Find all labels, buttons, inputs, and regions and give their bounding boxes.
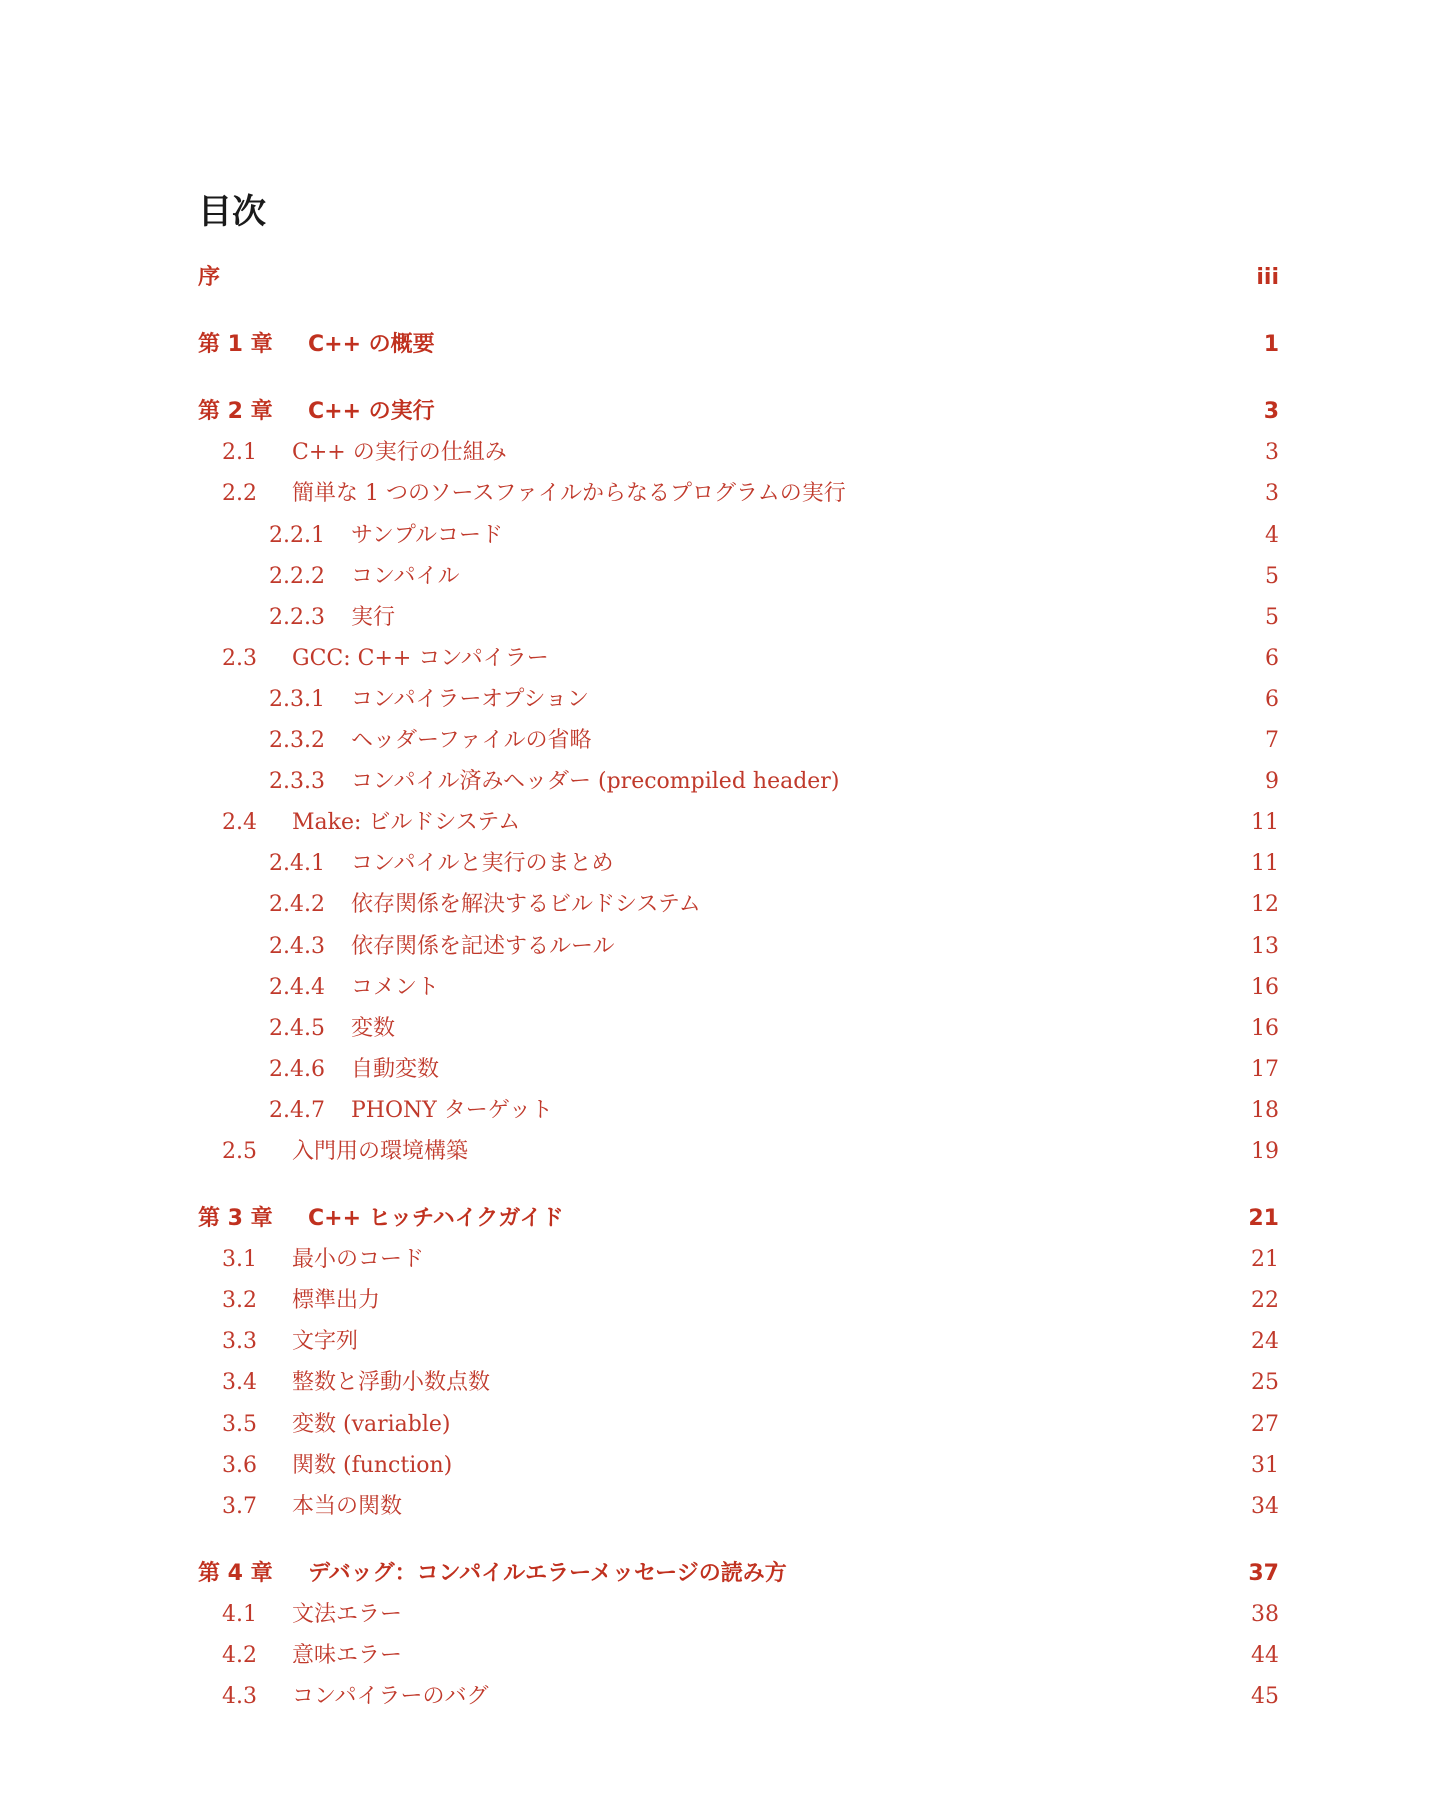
toc-dot-leader (376, 1322, 1225, 1362)
toc-entry-page-number: 3 (1265, 481, 1279, 506)
toc-entry-number: 2.3.1 (269, 687, 325, 712)
toc-entry-page-number: 31 (1251, 1453, 1279, 1478)
toc-dot-leader (508, 1363, 1225, 1403)
toc-entry-section[interactable] (198, 1363, 1279, 1403)
toc-entry-subsection[interactable] (198, 1050, 1279, 1090)
toc-dot-leader (857, 762, 1225, 802)
toc-entry-page-number: 17 (1251, 1057, 1279, 1082)
toc-entry-page-number: 19 (1251, 1139, 1279, 1164)
toc-entry-subsection[interactable] (198, 885, 1279, 925)
toc-dot-leader (521, 516, 1225, 556)
toc-entry-page-number: 11 (1251, 851, 1279, 876)
toc-entry-page-number: 37 (1248, 1561, 1279, 1586)
page-title: 目次 (198, 192, 266, 232)
toc-dot-leader (631, 844, 1225, 884)
toc-entry-title: 関数 (function) (292, 1453, 453, 1478)
toc-entry-page-number: 4 (1265, 523, 1279, 548)
toc-entry-page-number: 5 (1265, 564, 1279, 589)
toc-entry-subsection[interactable] (198, 762, 1279, 802)
toc-entry-page-number: 34 (1251, 1494, 1279, 1519)
toc-dot-leader (469, 1405, 1225, 1445)
toc-entry-title: サンプルコード (351, 523, 504, 548)
toc-entry-title: Make: ビルドシステム (292, 810, 521, 835)
toc-dot-leader (538, 803, 1225, 843)
toc-entry-page-number: 3 (1263, 399, 1279, 424)
toc-entry-page-number: 38 (1251, 1602, 1279, 1627)
toc-entry-title: 実行 (351, 605, 396, 630)
toc-entry-page-number: 45 (1251, 1684, 1279, 1709)
toc-entry-chapter[interactable] (198, 1554, 1279, 1594)
toc-entry-page-number: 5 (1265, 605, 1279, 630)
toc-entry-title: コンパイルと実行のまとめ (351, 851, 614, 876)
toc-entry-page-number: 18 (1251, 1098, 1279, 1123)
toc-entry-title: GCC: C++ コンパイラー (292, 646, 549, 671)
toc-entry-number: 2.4.5 (269, 1016, 325, 1041)
toc-entry-chapter[interactable] (198, 1199, 1279, 1239)
toc-entry-title: 文字列 (292, 1329, 359, 1354)
toc-entry-chapter[interactable] (198, 392, 1279, 432)
toc-dot-leader (506, 1677, 1225, 1717)
toc-entry-number: 3.2 (222, 1288, 257, 1313)
toc-entry-page-number: 11 (1251, 810, 1279, 835)
toc-entry-title: コンパイル (351, 564, 460, 589)
toc-entry-title: 自動変数 (351, 1057, 440, 1082)
toc-entry-number: 第 2 章 (198, 399, 273, 424)
toc-dot-leader (525, 433, 1225, 473)
toc-dot-leader (413, 1009, 1225, 1049)
toc-entry-section[interactable] (198, 433, 1279, 473)
toc-entry-title: 文法エラー (292, 1602, 403, 1627)
toc-entry-chapter[interactable] (198, 258, 1279, 298)
toc-entry-page-number: 16 (1251, 1016, 1279, 1041)
toc-entry-title: C++ の実行 (308, 399, 435, 424)
toc-entry-number: 2.2.3 (269, 605, 325, 630)
toc-entry-number: 第 1 章 (198, 332, 273, 357)
toc-entry-number: 2.4.4 (269, 975, 325, 1000)
toc-dot-leader (633, 927, 1225, 967)
toc-entry-page-number: 13 (1251, 934, 1279, 959)
toc-entry-title: 本当の関数 (292, 1494, 403, 1519)
toc-entry-number: 第 4 章 (198, 1561, 273, 1586)
toc-entry-page-number: 6 (1265, 687, 1279, 712)
toc-entry-section[interactable] (198, 474, 1279, 514)
toc-entry-number: 2.4.1 (269, 851, 325, 876)
toc-entry-title: コンパイラーのバグ (292, 1684, 489, 1709)
toc-entry-page-number: 7 (1265, 728, 1279, 753)
toc-entry-number: 4.1 (222, 1602, 257, 1627)
toc-entry-section[interactable] (198, 1446, 1279, 1486)
toc-entry-chapter[interactable] (198, 325, 1279, 365)
toc-entry-title: コメント (351, 975, 440, 1000)
toc-entry-number: 2.3.3 (269, 769, 325, 794)
toc-entry-number: 4.3 (222, 1684, 257, 1709)
toc-entry-title: 変数 (351, 1016, 396, 1041)
toc-dot-leader (413, 598, 1225, 638)
toc-entry-number: 3.5 (222, 1412, 257, 1437)
toc-entry-title: C++ ヒッチハイクガイド (308, 1206, 564, 1231)
toc-entry-number: 2.3.2 (269, 728, 325, 753)
toc-dot-leader (609, 721, 1225, 761)
toc-entry-title: 最小のコード (292, 1247, 425, 1272)
toc-entry-page-number: 27 (1251, 1412, 1279, 1437)
toc-entry-number: 2.4.3 (269, 934, 325, 959)
toc-entry-page-number: iii (1256, 265, 1279, 290)
toc-entry-title: C++ の概要 (308, 332, 435, 357)
toc-entry-subsection[interactable] (198, 721, 1279, 761)
toc-entry-section[interactable] (198, 1487, 1279, 1527)
toc-entry-section[interactable] (198, 1132, 1279, 1172)
toc-entry-number: 2.5 (222, 1139, 257, 1164)
toc-dot-leader (477, 557, 1225, 597)
toc-dot-leader (420, 1636, 1225, 1676)
toc-entry-number: 4.2 (222, 1643, 257, 1668)
toc-entry-section[interactable] (198, 803, 1279, 843)
toc-entry-page-number: 9 (1265, 769, 1279, 794)
toc-entry-number: 序 (198, 265, 221, 290)
toc-entry-page-number: 24 (1251, 1329, 1279, 1354)
toc-dot-leader (457, 968, 1225, 1008)
toc-entry-subsection[interactable] (198, 927, 1279, 967)
toc-dot-leader (457, 1050, 1225, 1090)
toc-entry-number: 3.7 (222, 1494, 257, 1519)
toc-entry-number: 2.2 (222, 481, 257, 506)
toc-dot-leader (470, 1446, 1225, 1486)
toc-entry-number: 2.4 (222, 810, 257, 835)
toc-entry-section[interactable] (198, 1405, 1279, 1445)
toc-entry-section[interactable] (198, 1636, 1279, 1676)
toc-dot-leader (571, 1091, 1225, 1131)
toc-entry-title: 依存関係を記述するルール (351, 934, 615, 959)
toc-entry-subsection[interactable] (198, 968, 1279, 1008)
toc-entry-section[interactable] (198, 1240, 1279, 1280)
toc-entry-subsection[interactable] (198, 844, 1279, 884)
toc-entry-number: 3.3 (222, 1329, 257, 1354)
toc-entry-page-number: 21 (1251, 1247, 1279, 1272)
toc-entry-section[interactable] (198, 1677, 1279, 1717)
toc-entry-subsection[interactable] (198, 1091, 1279, 1131)
toc-dot-leader (719, 885, 1225, 925)
toc-entry-page-number: 16 (1251, 975, 1279, 1000)
toc-entry-section[interactable] (198, 1322, 1279, 1362)
toc-entry-title: C++ の実行の仕組み (292, 440, 507, 465)
toc-entry-number: 第 3 章 (198, 1206, 273, 1231)
toc-entry-section[interactable] (198, 1281, 1279, 1321)
toc-dot-leader (442, 1240, 1225, 1280)
toc-entry-number: 2.4.6 (269, 1057, 325, 1082)
toc-entry-number: 2.3 (222, 646, 257, 671)
toc-entry-title: 入門用の環境構築 (292, 1139, 469, 1164)
toc-dot-leader (420, 1595, 1225, 1635)
toc-dot-leader (607, 680, 1225, 720)
toc-entry-subsection[interactable] (198, 598, 1279, 638)
toc-entry-page-number: 25 (1251, 1370, 1279, 1395)
toc-entry-number: 3.4 (222, 1370, 257, 1395)
toc-entry-title: コンパイル済みヘッダー (precompiled header) (351, 769, 840, 794)
toc-entry-number: 2.1 (222, 440, 257, 465)
toc-dot-leader (567, 639, 1225, 679)
toc-entry-title: 簡単な 1 つのソースファイルからなるプログラムの実行 (292, 481, 846, 506)
toc-entry-title: 依存関係を解決するビルドシステム (351, 892, 701, 917)
toc-entry-title: ヘッダーファイルの省略 (351, 728, 592, 753)
toc-entry-page-number: 3 (1265, 440, 1279, 465)
toc-entry-title: PHONY ターゲット (351, 1098, 553, 1123)
toc-dot-leader (398, 1281, 1225, 1321)
toc-entry-page-number: 12 (1251, 892, 1279, 917)
toc-dot-leader (420, 1487, 1225, 1527)
toc-entry-number: 2.2.2 (269, 564, 325, 589)
toc-entry-page-number: 21 (1248, 1206, 1279, 1231)
toc-entry-title: 整数と浮動小数点数 (292, 1370, 491, 1395)
toc-dot-leader (486, 1132, 1225, 1172)
toc-entry-number: 3.1 (222, 1247, 257, 1272)
toc-entry-number: 2.2.1 (269, 523, 325, 548)
toc-entry-section[interactable] (198, 1595, 1279, 1635)
toc-entry-subsection[interactable] (198, 1009, 1279, 1049)
toc-dot-leader (864, 474, 1225, 514)
toc-entry-subsection[interactable] (198, 557, 1279, 597)
toc-entry-subsection[interactable] (198, 680, 1279, 720)
toc-entry-number: 3.6 (222, 1453, 257, 1478)
toc-entry-title: 意味エラー (292, 1643, 403, 1668)
toc-entry-page-number: 1 (1263, 332, 1279, 357)
toc-entry-title: コンパイラーオプション (351, 687, 590, 712)
toc-entry-section[interactable] (198, 639, 1279, 679)
toc-entry-title: 標準出力 (292, 1288, 381, 1313)
toc-entry-subsection[interactable] (198, 516, 1279, 556)
toc-entry-page-number: 44 (1251, 1643, 1279, 1668)
toc-entry-title: デバッグ：コンパイルエラーメッセージの読み方 (308, 1561, 787, 1586)
toc-entry-title: 変数 (variable) (292, 1412, 451, 1437)
toc-entry-number: 2.4.2 (269, 892, 325, 917)
toc-entry-page-number: 22 (1251, 1288, 1279, 1313)
toc-entry-number: 2.4.7 (269, 1098, 325, 1123)
toc-entry-page-number: 6 (1265, 646, 1279, 671)
